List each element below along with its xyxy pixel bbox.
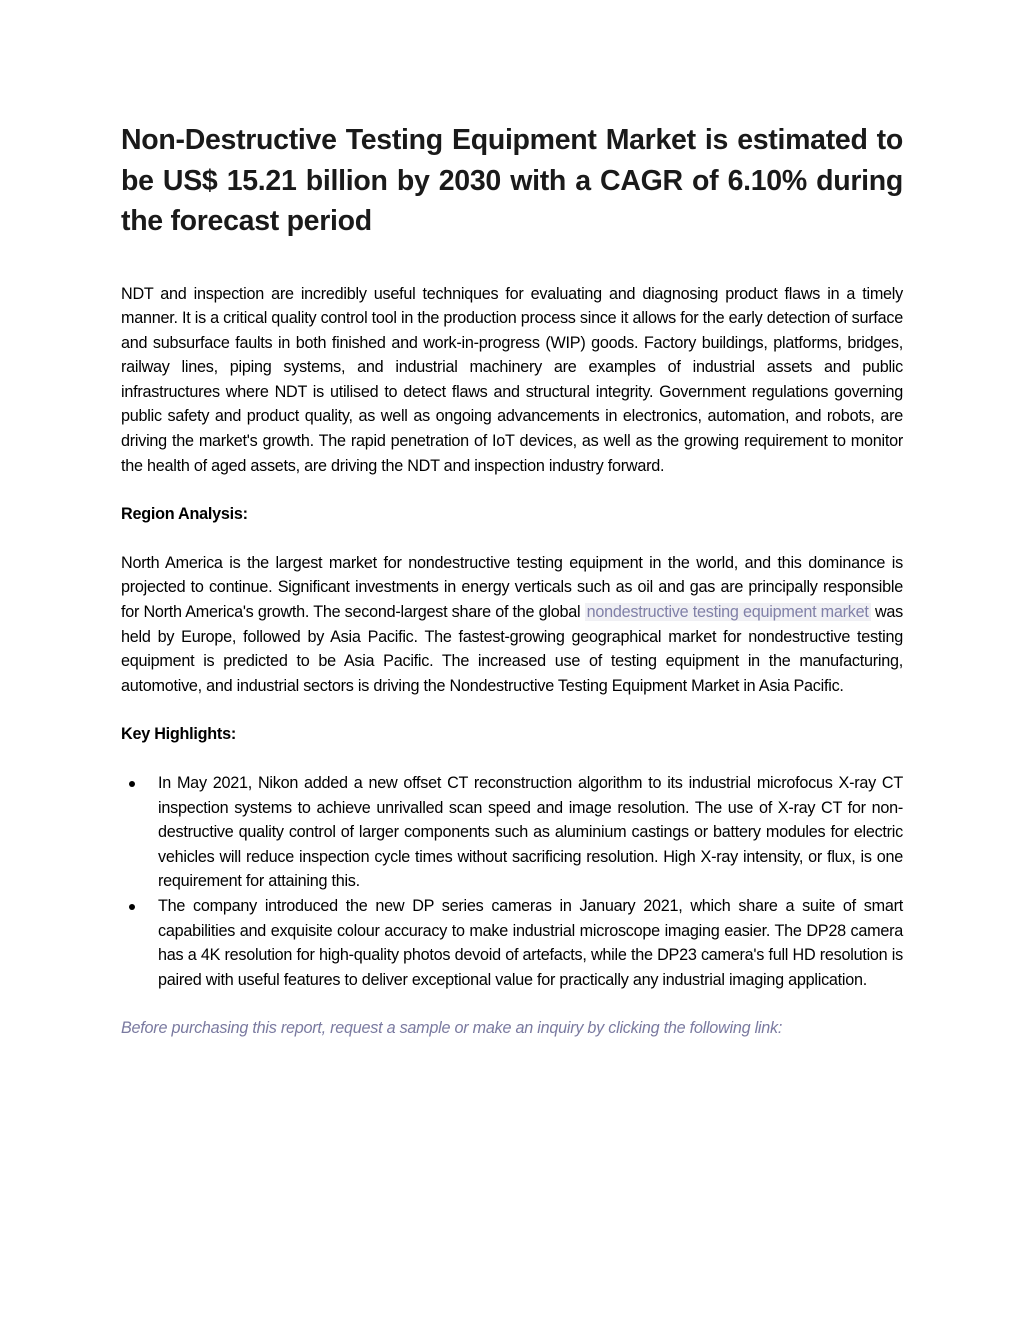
highlights-list <box>121 771 903 992</box>
region-paragraph <box>121 551 903 699</box>
highlight-text: In May 2021, Nikon added a new offset CT reconstruction algorithm to its industrial microfocus X-ray CT inspection systems to achieve unrivalled scan speed and image resolution. The use of X-ray CT for non-destructive quality control of larger components such as aluminium castings or battery modules for electric vehicles will reduce inspection cycle times without sacrificing resolution. High X-ray intensity, or flux, is one requirement for attaining this. <box>158 774 903 891</box>
bullet-dot-icon <box>129 781 135 787</box>
list-item <box>121 894 903 992</box>
document-page <box>121 120 903 1057</box>
highlight-text: The company introduced the new DP series cameras in January 2021, which share a suite of smart capabilities and exquisite colour accuracy to make industrial microscope imaging easier. The DP28 camera has a 4K resolution for high-quality photos devoid of artefacts, while the DP23 camera's full HD resolution is paired with useful features to deliver exceptional value for practically any industrial imaging application. <box>158 896 903 989</box>
region-analysis-heading: Region Analysis: <box>121 505 248 524</box>
bullet-dot-icon <box>129 904 135 910</box>
sample-request-link[interactable]: Before purchasing this report, request a sample or make an inquiry by clicking the following link: <box>121 1019 783 1038</box>
region-text-after-link: was held by Europe, followed by Asia Pacific. The fastest-growing geographical market for nondestructive testing equipment is predicted to be Asia Pacific. The increased use of testing equipment in the manufacturing, automotive, and industrial sectors is driving the Nondestructive Testing Equipment Market in Asia Pacific. <box>121 603 903 695</box>
intro-paragraph: NDT and inspection are incredibly useful techniques for evaluating and diagnosing product flaws in a timely manner. It is a critical quality control tool in the production process since it allows for the early detection of surface and subsurface faults in both finished and work-in-progress (WIP) goods. Factory buildings, platforms, bridges, railway lines, piping systems, and industrial machinery are examples of industrial assets and public infrastructures where NDT is utilised to detect flaws and structural integrity. Government regulations governing public safety and product quality, as well as ongoing advancements in electronics, automation, and robots, are driving the market's growth. The rapid penetration of IoT devices, as well as the growing requirement to monitor the health of aged assets, are driving the NDT and inspection industry forward. <box>121 284 903 475</box>
page-title: Non-Destructive Testing Equipment Market is estimated to be US$ 15.21 billion by 2030 with a CAGR of 6.10% during the forecast period <box>121 124 903 237</box>
market-link[interactable]: nondestructive testing equipment market <box>586 603 869 622</box>
key-highlights-heading: Key Highlights: <box>121 725 236 744</box>
list-item <box>121 771 903 894</box>
region-text-before-link: North America is the largest market for nondestructive testing equipment in the world, and this dominance is projected to continue. Significant investments in energy verticals such as oil and gas are principally responsible for North America's growth. The second-largest share of the global <box>121 553 903 622</box>
